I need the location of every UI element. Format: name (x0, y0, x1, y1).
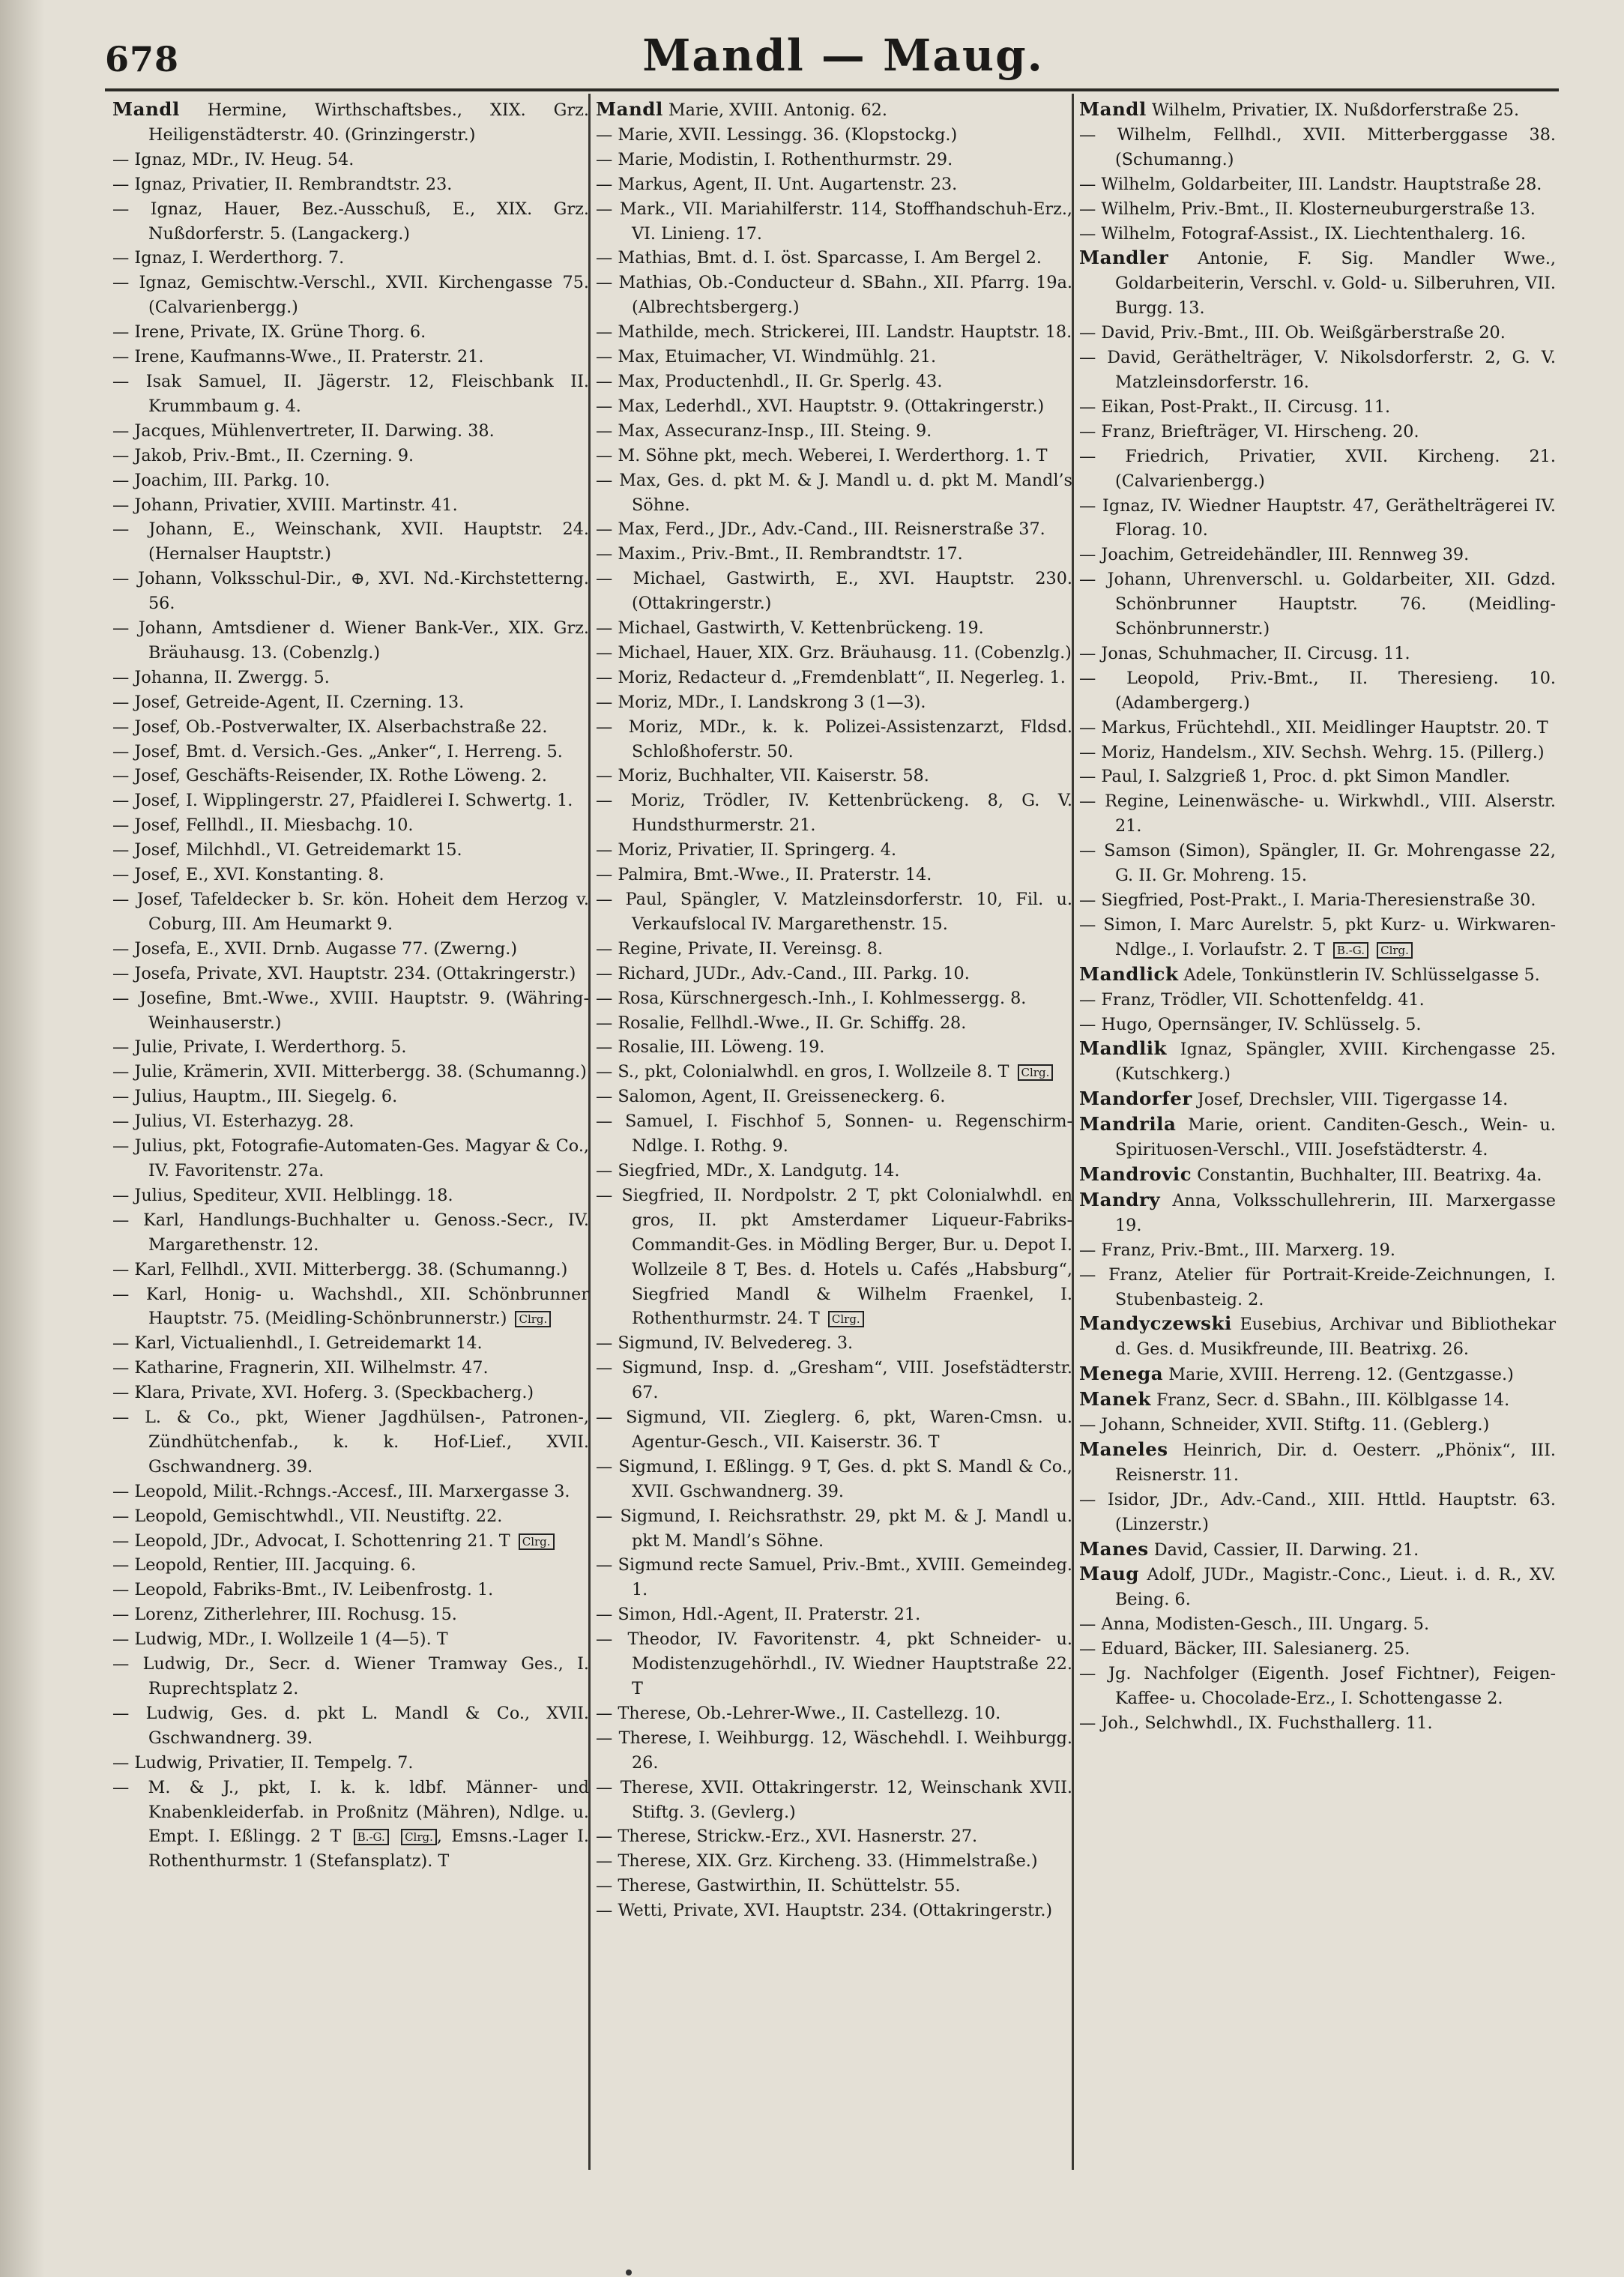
directory-entry: — Josefine, Bmt.-Wwe., XVIII. Hauptstr. 9. (Währing-Weinhauserstr.) (112, 988, 589, 1033)
running-head: Mandl — Maug. (642, 30, 1044, 81)
directory-entry: — Jakob, Priv.-Bmt., II. Czerning. 9. (112, 445, 414, 465)
directory-entry: — Moriz, MDr., k. k. Polizei-Assistenzarzt, Fldsd. Schloßhoferstr. 50. (596, 717, 1072, 761)
scan-shadow (0, 0, 45, 2277)
directory-entry: — Friedrich, Privatier, XVII. Kircheng. 21. (Calvarienbergg.) (1079, 446, 1556, 491)
directory-entry: — Paul, Spängler, V. Matzleinsdorferstr. 10, Fil. u. Verkaufslocal IV. Margarethenstr. 15. (596, 890, 1072, 934)
directory-entry: — Josef, Getreide-Agent, II. Czerning. 13. (112, 692, 465, 712)
directory-entry: — Jacques, Mühlenvertreter, II. Darwing. 38. (112, 420, 495, 441)
directory-entry: — Karl, Handlungs-Buchhalter u. Genoss.-Secr., IV. Margarethenstr. 12. (112, 1210, 589, 1255)
directory-entry: — Rosa, Kürschnergesch.-Inh., I. Kohlmessergg. 8. (596, 988, 1027, 1008)
clearing-badge: B.-G. (1333, 942, 1368, 959)
directory-entry: — Klara, Private, XVI. Hoferg. 3. (Speckbacherg.) (112, 1383, 534, 1403)
directory-entry: — Max, Ges. d. pkt M. & J. Mandl u. d. pkt M. Mandl’s Söhne. (596, 470, 1072, 515)
directory-entry: — Joachim, III. Parkg. 10. (112, 470, 330, 490)
directory-entry: — Marie, Modistin, I. Rothenthurmstr. 29. (596, 149, 953, 169)
directory-entry: — Johanna, II. Zwergg. 5. (112, 667, 330, 687)
directory-entry: — Wetti, Private, XVI. Hauptstr. 234. (Ottakringerstr.) (596, 1901, 1053, 1921)
directory-entry: Mandry Anna, Volksschullehrerin, III. Marxergasse 19. (1079, 1188, 1556, 1235)
surname-headword: Mandorfer (1079, 1088, 1192, 1110)
surname-headword: Maneles (1079, 1438, 1168, 1460)
directory-entry: — Ludwig, Dr., Secr. d. Wiener Tramway Ges., I. Ruprechtsplatz 2. (112, 1654, 589, 1698)
directory-entry: — Mathias, Ob.-Conducteur d. SBahn., XII. Pfarrg. 19a. (Albrechtsbergerg.) (596, 273, 1072, 318)
directory-entry: — Sigmund, I. Eßlingg. 9 T, Ges. d. pkt S. Mandl & Co., XVII. Gschwandnerg. 39. (596, 1456, 1072, 1501)
directory-entry: — Johann, E., Weinschank, XVII. Hauptstr. 24. (Hernalser Hauptstr.) (112, 519, 589, 564)
directory-entry: — Sigmund, IV. Belvedereg. 3. (596, 1333, 854, 1354)
surname-headword: Mandry (1079, 1188, 1161, 1210)
directory-entry: — Karl, Fellhdl., XVII. Mitterbergg. 38. (Schumanng.) (112, 1259, 568, 1279)
column-middle (596, 97, 1072, 1923)
directory-entry: — Max, Lederhdl., XVI. Hauptstr. 9. (Ottakringerstr.) (596, 396, 1045, 416)
header-rule (105, 88, 1559, 91)
directory-entry: — Rosalie, III. Löweng. 19. (596, 1037, 825, 1058)
directory-entry: — David, Priv.-Bmt., III. Ob. Weißgärberstraße 20. (1079, 323, 1506, 343)
directory-entry: — Karl, Victualienhdl., I. Getreidemarkt 14. (112, 1333, 483, 1354)
clearing-badge: Clrg. (1377, 942, 1413, 959)
directory-entry: — S., pkt, Colonialwhdl. en gros, I. Wollzeile 8. T Clrg. (596, 1060, 1072, 1085)
directory-entry: — Ignaz, MDr., IV. Heug. 54. (112, 149, 354, 169)
directory-entry: — Katharine, Fragnerin, XII. Wilhelmstr. 47. (112, 1358, 489, 1378)
directory-entry: — Franz, Atelier für Portrait-Kreide-Zeichnungen, I. Stubenbasteig. 2. (1079, 1264, 1556, 1309)
surname-headword: Mandl (1079, 98, 1147, 120)
directory-entry: — Leopold, Priv.-Bmt., II. Theresieng. 10. (Adambergerg.) (1079, 668, 1556, 713)
directory-entry: — Moriz, Trödler, IV. Kettenbrückeng. 8, G. V. Hundsthurmerstr. 21. (596, 791, 1072, 836)
directory-entry: — Julius, Hauptm., III. Siegelg. 6. (112, 1087, 398, 1107)
directory-entry: — Joh., Selchwhdl., IX. Fuchsthallerg. 11. (1079, 1713, 1433, 1733)
directory-entry: — Ludwig, Ges. d. pkt L. Mandl & Co., XVII. Gschwandnerg. 39. (112, 1703, 589, 1748)
directory-entry: Maneles Heinrich, Dir. d. Oesterr. „Phönix“, III. Reisnerstr. 11. (1079, 1438, 1556, 1485)
directory-entry: — Jonas, Schuhmacher, II. Circusg. 11. (1079, 643, 1410, 663)
directory-entry: — Ignaz, I. Werderthorg. 7. (112, 248, 345, 268)
directory-entry: — Michael, Gastwirth, V. Kettenbrückeng. 19. (596, 618, 984, 639)
directory-entry: — Mark., VII. Mariahilferstr. 114, Stoffhandschuh-Erz., VI. Linieng. 17. (596, 199, 1072, 244)
directory-entry: — Salomon, Agent, II. Greisseneckerg. 6. (596, 1087, 946, 1107)
directory-entry: — Franz, Priv.-Bmt., III. Marxerg. 19. (1079, 1240, 1395, 1260)
column-left (112, 97, 589, 1874)
directory-entry: — Irene, Private, IX. Grüne Thorg. 6. (112, 322, 426, 343)
directory-entry: — Ignaz, IV. Wiedner Hauptstr. 47, Geräthelträgerei IV. Florag. 10. (1079, 495, 1556, 540)
surname-headword: Mandlick (1079, 962, 1179, 985)
directory-entry: — Isak Samuel, II. Jägerstr. 12, Fleischbank II. Krummbaum g. 4. (112, 371, 589, 416)
directory-entry: — Rosalie, Fellhdl.-Wwe., II. Gr. Schiffg. 28. (596, 1013, 967, 1033)
directory-entry: Manek Franz, Secr. d. SBahn., III. Kölblgasse 14. (1079, 1388, 1510, 1411)
directory-entry: — Moriz, Handelsm., XIV. Sechsh. Wehrg. 15. (Pillerg.) (1079, 742, 1545, 762)
ink-dot (626, 2270, 632, 2276)
directory-entry: — Siegfried, MDr., X. Landgutg. 14. (596, 1160, 900, 1180)
directory-entry: — Simon, I. Marc Aurelstr. 5, pkt Kurz- u. Wirkwaren-Ndlge., I. Vorlaufstr. 2. T B.-G. Clrg. (1079, 914, 1556, 959)
directory-entry: — Leopold, JDr., Advocat, I. Schottenring 21. T Clrg. (112, 1529, 589, 1554)
directory-entry: — Johann, Volksschul-Dir., ⊕, XVI. Nd.-Kirchstetterng. 56. (112, 569, 589, 614)
directory-entry: — Sigmund, VII. Zieglerg. 6, pkt, Waren-Cmsn. u. Agentur-Gesch., VII. Kaiserstr. 36. T (596, 1408, 1072, 1452)
directory-entry: — Franz, Trödler, VII. Schottenfeldg. 41. (1079, 989, 1425, 1010)
directory-entry: Menega Marie, XVIII. Herreng. 12. (Gentzgasse.) (1079, 1363, 1514, 1385)
directory-entry: — Michael, Hauer, XIX. Grz. Bräuhausg. 11. (Cobenzlg.) (596, 642, 1072, 663)
surname-headword: Mandler (1079, 247, 1169, 269)
directory-entry: — Wilhelm, Priv.-Bmt., II. Klosterneuburgerstraße 13. (1079, 199, 1536, 219)
directory-entry: — Maxim., Priv.-Bmt., II. Rembrandtstr. 17. (596, 544, 963, 564)
directory-entry: — Markus, Agent, II. Unt. Augartenstr. 23. (596, 174, 958, 194)
directory-entry: — L. & Co., pkt, Wiener Jagdhülsen-, Patronen-, Zündhütchenfab., k. k. Hof-Lief., XVII. Gschwandnerg. 39. (112, 1408, 589, 1477)
directory-entry: — Josef, E., XVI. Konstanting. 8. (112, 865, 384, 885)
directory-entry: — Joachim, Getreidehändler, III. Rennweg 39. (1079, 545, 1470, 565)
directory-entry: — Wilhelm, Fotograf-Assist., IX. Liechtenthalerg. 16. (1079, 223, 1527, 244)
directory-entry: — Moriz, Privatier, II. Springerg. 4. (596, 840, 897, 860)
directory-entry: Mandl Marie, XVIII. Antonig. 62. (596, 98, 887, 120)
page-number: 678 (105, 39, 180, 79)
directory-entry: Mandorfer Josef, Drechsler, VIII. Tigergasse 14. (1079, 1088, 1509, 1110)
directory-entry: — Karl, Honig- u. Wachshdl., XII. Schönbrunner Hauptstr. 75. (Meidling-Schönbrunnerstr.) Clrg. (112, 1284, 589, 1329)
directory-entry: — Ludwig, MDr., I. Wollzeile 1 (4—5). T (112, 1629, 448, 1650)
directory-entry: — Josefa, E., XVII. Drnb. Augasse 77. (Zwerng.) (112, 938, 518, 959)
directory-entry: — Siegfried, II. Nordpolstr. 2 T, pkt Colonialwhdl. en gros, II. pkt Amsterdamer Liqueur-Fabriks-Commandit-Ges. in Mödling Berger, Bur. u. Depot I. Wollzeile 8 T, Bes. d. Hotels u. Cafés „Habsburg“, Siegfried Mandl & Wilhelm Fraenkel, I. Rothenthurmstr. 24. T Clrg. (596, 1185, 1072, 1329)
clearing-badge: B.-G. (354, 1829, 389, 1845)
directory-entry: — Franz, Briefträger, VI. Hirscheng. 20. (1079, 421, 1419, 441)
directory-entry: Mandyczewski Eusebius, Archivar und Bibliothekar d. Ges. d. Musikfreunde, III. Beatrixg. 26. (1079, 1312, 1556, 1360)
directory-entry: — Ignaz, Privatier, II. Rembrandtstr. 23. (112, 174, 453, 194)
directory-entry: — Max, Productenhdl., II. Gr. Sperlg. 43. (596, 371, 943, 391)
directory-entry: — Josefa, Private, XVI. Hauptstr. 234. (Ottakringerstr.) (112, 963, 576, 983)
directory-entry: — Simon, Hdl.-Agent, II. Praterstr. 21. (596, 1605, 921, 1625)
directory-entry: — Theodor, IV. Favoritenstr. 4, pkt Schneider- u. Modistenzugehörhdl., IV. Wiedner Hauptstraße 22. T (596, 1629, 1072, 1698)
directory-entry: — Regine, Leinenwäsche- u. Wirkwhdl., VIII. Alserstr. 21. (1079, 791, 1556, 836)
directory-entry: — Leopold, Fabriks-Bmt., IV. Leibenfrostg. 1. (112, 1580, 494, 1600)
directory-entry: Mandrovic Constantin, Buchhalter, III. Beatrixg. 4a. (1079, 1162, 1542, 1185)
directory-entry: — David, Geräthelträger, V. Nikolsdorferstr. 2, G. V. Matzleinsdorferstr. 16. (1079, 348, 1556, 392)
directory-entry: — Ignaz, Hauer, Bez.-Ausschuß, E., XIX. Grz. Nußdorferstr. 5. (Langackerg.) (112, 199, 589, 244)
directory-entry: — Ignaz, Gemischtw.-Verschl., XVII. Kirchengasse 75. (Calvarienbergg.) (112, 273, 589, 318)
surname-headword: Menega (1079, 1363, 1164, 1385)
directory-entry: Mandl Wilhelm, Privatier, IX. Nußdorferstraße 25. (1079, 98, 1520, 120)
directory-entry: — Johann, Uhrenverschl. u. Goldarbeiter, XII. Gdzd. Schönbrunner Hauptstr. 76. (Meidling-Schönbrunnerstr.) (1079, 570, 1556, 639)
surname-headword: Mandlik (1079, 1037, 1168, 1060)
surname-headword: Manek (1079, 1388, 1151, 1411)
surname-headword: Mandl (112, 98, 180, 120)
surname-headword: Mandrovic (1079, 1162, 1192, 1185)
directory-entry: Manes David, Cassier, II. Darwing. 21. (1079, 1537, 1419, 1560)
directory-entry: — Eduard, Bäcker, III. Salesianerg. 25. (1079, 1639, 1410, 1659)
directory-entry: — Max, Etuimacher, VI. Windmühlg. 21. (596, 347, 937, 367)
directory-entry: — Eikan, Post-Prakt., II. Circusg. 11. (1079, 396, 1391, 417)
directory-entry: — Paul, I. Salzgrieß 1, Proc. d. pkt Simon Mandler. (1079, 767, 1511, 787)
directory-entry: — Josef, Geschäfts-Reisender, IX. Rothe Löweng. 2. (112, 766, 548, 786)
directory-entry: — Josef, Milchhdl., VI. Getreidemarkt 15. (112, 840, 462, 860)
directory-entry: — Therese, XIX. Grz. Kircheng. 33. (Himmelstraße.) (596, 1851, 1038, 1872)
directory-entry: — Isidor, JDr., Adv.-Cand., XIII. Httld. Hauptstr. 63. (Linzerstr.) (1079, 1489, 1556, 1534)
directory-entry: — M. & J., pkt, I. k. k. ldbf. Männer- und Knabenkleiderfab. in Proßnitz (Mähren), Ndlge. u. Empt. I. Eßlingg. 2 T B.-G. Clrg. , Emsns.-Lager I. Rothenthurmstr. 1 (Stefansplatz). T (112, 1777, 590, 1872)
directory-entry: — Max, Assecuranz-Insp., III. Steing. 9. (596, 420, 932, 441)
clearing-badge: Clrg. (401, 1829, 437, 1845)
directory-entry: — Julius, pkt, Fotografie-Automaten-Ges. Magyar & Co., IV. Favoritenstr. 27a. (112, 1136, 589, 1180)
directory-entry: — Julie, Private, I. Werderthorg. 5. (112, 1037, 407, 1058)
directory-entry: — Max, Ferd., JDr., Adv.-Cand., III. Reisnerstraße 37. (596, 519, 1045, 540)
directory-entry: — Markus, Früchtehdl., XII. Meidlinger Hauptstr. 20. T (1079, 717, 1548, 738)
directory-entry: — Josef, I. Wipplingerstr. 27, Pfaidlerei I. Schwertg. 1. (112, 791, 573, 811)
directory-entry: — Anna, Modisten-Gesch., III. Ungarg. 5. (1079, 1614, 1430, 1635)
surname-headword: Manes (1079, 1537, 1149, 1560)
surname-headword: Mandrila (1079, 1113, 1177, 1136)
directory-entry: — Therese, I. Weihburgg. 12, Wäschehdl. I. Weihburgg. 26. (596, 1728, 1072, 1773)
clearing-badge: Clrg. (519, 1533, 555, 1550)
directory-entry: — Hugo, Opernsänger, IV. Schlüsselg. 5. (1079, 1014, 1422, 1034)
clearing-badge: Clrg. (515, 1311, 551, 1327)
directory-entry: — Leopold, Milit.-Rchngs.-Accesf., III. Marxergasse 3. (112, 1481, 570, 1501)
directory-entry: — Josef, Ob.-Postverwalter, IX. Alserbachstraße 22. (112, 717, 548, 737)
directory-entry: — Leopold, Gemischtwhdl., VII. Neustiftg. 22. (112, 1506, 503, 1526)
clearing-badge: Clrg. (828, 1311, 864, 1327)
directory-entry: — Therese, Gastwirthin, II. Schüttelstr. 55. (596, 1876, 961, 1896)
surname-headword: Mandl (596, 98, 663, 120)
directory-entry: — Palmira, Bmt.-Wwe., II. Praterstr. 14. (596, 865, 932, 885)
column-right (1079, 97, 1556, 1736)
directory-entry: — Wilhelm, Goldarbeiter, III. Landstr. Hauptstraße 28. (1079, 174, 1542, 194)
directory-entry: — Julie, Krämerin, XVII. Mitterbergg. 38. (Schumanng.) (112, 1062, 587, 1082)
directory-entry: — M. Söhne pkt, mech. Weberei, I. Werderthorg. 1. T (596, 445, 1048, 465)
directory-entry: Mandlik Ignaz, Spängler, XVIII. Kirchengasse 25. (Kutschkerg.) (1079, 1037, 1556, 1085)
directory-entry: — Wilhelm, Fellhdl., XVII. Mitterberggasse 38. (Schumanng.) (1079, 124, 1556, 169)
directory-entry: — Mathilde, mech. Strickerei, III. Landstr. Hauptstr. 18. (596, 322, 1072, 343)
directory-entry: — Therese, XVII. Ottakringerstr. 12, Weinschank XVII. Stiftg. 3. (Gevlerg.) (596, 1777, 1072, 1822)
directory-entry: — Sigmund recte Samuel, Priv.-Bmt., XVIII. Gemeindeg. 1. (596, 1555, 1072, 1600)
directory-entry: — Josef, Fellhdl., II. Miesbachg. 10. (112, 815, 414, 836)
directory-entry: — Johann, Amtsdiener d. Wiener Bank-Ver., XIX. Grz. Bräuhausg. 13. (Cobenzlg.) (112, 618, 589, 663)
directory-entry: — Josef, Tafeldecker b. Sr. kön. Hoheit dem Herzog v. Coburg, III. Am Heumarkt 9. (112, 890, 589, 934)
directory-entry: — Richard, JUDr., Adv.-Cand., III. Parkg. 10. (596, 963, 970, 983)
directory-entry: — Johann, Privatier, XVIII. Martinstr. 41. (112, 495, 458, 515)
directory-entry: Mandrila Marie, orient. Canditen-Gesch., Wein- u. Spirituosen-Verschl., VIII. Josefstädterstr. 4. (1079, 1113, 1556, 1160)
directory-entry: — Ludwig, Privatier, II. Tempelg. 7. (112, 1752, 414, 1773)
directory-entry: — Julius, Spediteur, XVII. Helblingg. 18. (112, 1185, 453, 1205)
directory-entry: — Samson (Simon), Spängler, II. Gr. Mohrengasse 22, G. II. Gr. Mohreng. 15. (1079, 841, 1556, 886)
directory-entry: — Jg. Nachfolger (Eigenth. Josef Fichtner), Feigen-Kaffee- u. Chocolade-Erz., I. Schottengasse 2. (1079, 1664, 1556, 1708)
directory-entry: — Johann, Schneider, XVII. Stiftg. 11. (Geblerg.) (1079, 1415, 1490, 1435)
directory-entry: — Lorenz, Zitherlehrer, III. Rochusg. 15. (112, 1605, 457, 1625)
directory-entry: — Michael, Gastwirth, E., XVI. Hauptstr. 230. (Ottakringerstr.) (596, 569, 1072, 614)
directory-entry: Maug Adolf, JUDr., Magistr.-Conc., Lieut. i. d. R., XV. Being. 6. (1079, 1563, 1556, 1610)
clearing-badge: Clrg. (1018, 1064, 1054, 1081)
directory-entry: — Regine, Private, II. Vereinsg. 8. (596, 938, 884, 959)
directory-entry: — Moriz, MDr., I. Landskrong 3 (1—3). (596, 692, 926, 712)
directory-entry: — Siegfried, Post-Prakt., I. Maria-Theresienstraße 30. (1079, 890, 1536, 910)
directory-entry: — Irene, Kaufmanns-Wwe., II. Praterstr. 21. (112, 347, 484, 367)
directory-entry: — Therese, Ob.-Lehrer-Wwe., II. Castellezg. 10. (596, 1703, 1001, 1723)
surname-headword: Maug (1079, 1563, 1139, 1585)
directory-entry: Mandlick Adele, Tonkünstlerin IV. Schlüsselgasse 5. (1079, 962, 1540, 985)
directory-entry: — Marie, XVII. Lessingg. 36. (Klopstockg.) (596, 124, 958, 145)
directory-entry: — Julius, VI. Esterhazyg. 28. (112, 1112, 354, 1132)
directory-entry: Mandler Antonie, F. Sig. Mandler Wwe., Goldarbeiterin, Verschl. v. Gold- u. Silberuhren, VII. Burgg. 13. (1079, 247, 1556, 319)
directory-entry: — Sigmund, Insp. d. „Gresham“, VIII. Josefstädterstr. 67. (596, 1358, 1072, 1403)
directory-entry: — Leopold, Rentier, III. Jacquing. 6. (112, 1555, 417, 1575)
directory-entry: — Moriz, Buchhalter, VII. Kaiserstr. 58. (596, 766, 929, 786)
directory-entry: — Therese, Strickw.-Erz., XVI. Hasnerstr. 27. (596, 1827, 978, 1847)
directory-entry: — Josef, Bmt. d. Versich.-Ges. „Anker“, I. Herreng. 5. (112, 741, 563, 761)
surname-headword: Mandyczewski (1079, 1312, 1232, 1335)
directory-entry: — Sigmund, I. Reichsrathstr. 29, pkt M. & J. Mandl u. pkt M. Mandl’s Söhne. (596, 1506, 1072, 1551)
directory-entry: — Mathias, Bmt. d. I. öst. Sparcasse, I. Am Bergel 2. (596, 248, 1042, 268)
directory-entry: — Moriz, Redacteur d. „Fremdenblatt“, II. Negerleg. 1. (596, 667, 1066, 687)
directory-entry: Mandl Hermine, Wirthschaftsbes., XIX. Grz. Heiligenstädterstr. 40. (Grinzingerstr.) (112, 98, 589, 145)
directory-entry: — Samuel, I. Fischhof 5, Sonnen- u. Regenschirm-Ndlge. I. Rothg. 9. (596, 1112, 1072, 1156)
